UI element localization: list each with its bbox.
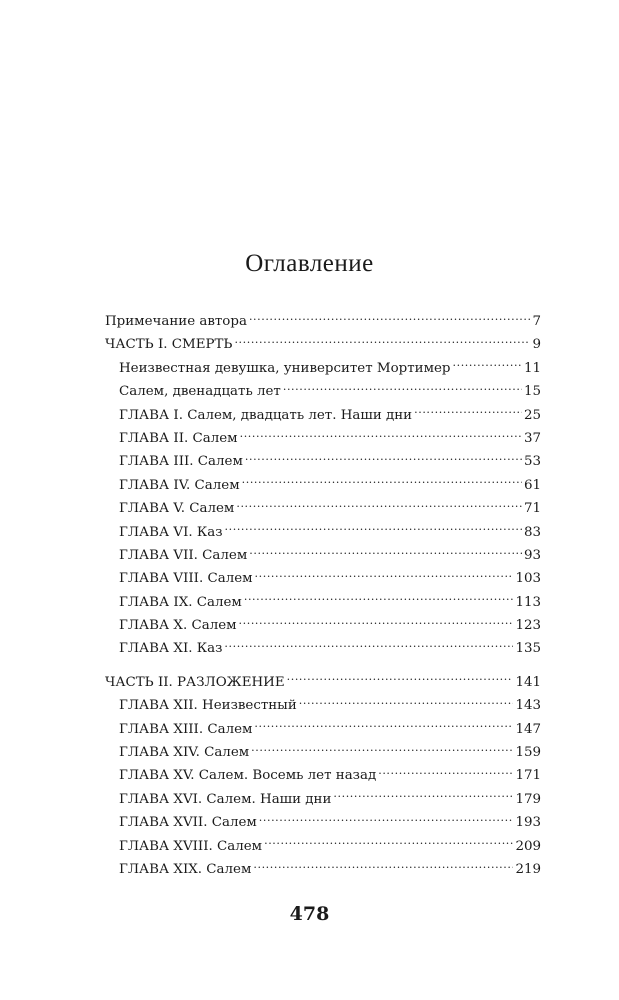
toc-entry[interactable] bbox=[105, 427, 541, 450]
toc-entry[interactable] bbox=[105, 380, 541, 403]
toc-entry[interactable] bbox=[105, 835, 541, 858]
dot-leader bbox=[224, 640, 513, 652]
entry-label: ГЛАВА III. Салем bbox=[119, 454, 243, 470]
toc-entry[interactable] bbox=[105, 333, 541, 356]
dot-leader bbox=[249, 313, 531, 325]
entry-page-number: 179 bbox=[515, 791, 541, 807]
toc-entry[interactable] bbox=[105, 567, 541, 590]
entry-page-number: 135 bbox=[515, 641, 541, 657]
toc-entry[interactable] bbox=[105, 694, 541, 717]
dot-leader bbox=[264, 838, 513, 850]
entry-page-number: 37 bbox=[523, 430, 541, 446]
entry-label: ГЛАВА XVI. Салем. Наши дни bbox=[119, 791, 332, 807]
entry-label: ГЛАВА XIX. Салем bbox=[119, 861, 252, 877]
entry-label: ГЛАВА XI. Каз bbox=[119, 641, 223, 657]
dot-leader bbox=[255, 570, 514, 582]
entry-page-number: 71 bbox=[523, 501, 541, 517]
dot-leader bbox=[283, 383, 522, 395]
dot-leader bbox=[453, 360, 522, 372]
entry-label: ГЛАВА XVII. Салем bbox=[119, 815, 257, 831]
table-of-contents bbox=[105, 310, 541, 881]
dot-leader bbox=[378, 767, 513, 779]
toc-entry[interactable] bbox=[105, 544, 541, 567]
dot-leader bbox=[234, 336, 530, 348]
entry-label: ГЛАВА I. Салем, двадцать лет. Наши дни bbox=[119, 407, 413, 423]
entry-page-number: 7 bbox=[532, 314, 541, 329]
entry-label: ГЛАВА IX. Салем bbox=[119, 594, 242, 610]
toc-entry[interactable] bbox=[105, 404, 541, 427]
dot-leader bbox=[253, 861, 513, 873]
toc-entry[interactable] bbox=[105, 811, 541, 834]
entry-page-number: 61 bbox=[523, 477, 541, 493]
entry-page-number: 123 bbox=[515, 618, 541, 634]
toc-entry[interactable] bbox=[105, 521, 541, 544]
entry-page-number: 193 bbox=[515, 815, 541, 831]
page-number: 478 bbox=[289, 903, 330, 925]
entry-page-number: 159 bbox=[515, 745, 541, 761]
entry-page-number: 25 bbox=[523, 407, 541, 423]
entry-page-number: 141 bbox=[515, 674, 541, 690]
entry-label: ГЛАВА X. Салем bbox=[119, 618, 237, 634]
toc-entry[interactable] bbox=[105, 637, 541, 660]
entry-page-number: 83 bbox=[523, 524, 541, 540]
toc-entry[interactable] bbox=[105, 497, 541, 520]
entry-page-number: 209 bbox=[515, 838, 541, 854]
entry-label: ЧАСТЬ I. СМЕРТЬ bbox=[105, 337, 233, 353]
dot-leader bbox=[251, 744, 513, 756]
dot-leader bbox=[245, 453, 522, 465]
dot-leader bbox=[242, 477, 522, 489]
entry-label: ГЛАВА XII. Неизвестный bbox=[119, 698, 297, 714]
dot-leader bbox=[240, 430, 522, 442]
dot-leader bbox=[254, 721, 513, 733]
dot-leader bbox=[244, 594, 514, 606]
entry-label: ГЛАВА V. Салем bbox=[119, 501, 235, 517]
entry-label: ГЛАВА XV. Салем. Восемь лет назад bbox=[119, 768, 377, 784]
entry-page-number: 143 bbox=[515, 698, 541, 714]
entry-page-number: 147 bbox=[515, 721, 541, 737]
entry-label: Салем, двенадцать лет bbox=[119, 384, 281, 400]
entry-page-number: 15 bbox=[523, 384, 541, 400]
dot-leader bbox=[414, 407, 522, 419]
dot-leader bbox=[236, 500, 522, 512]
dot-leader bbox=[333, 791, 513, 803]
entry-label: ГЛАВА XVIII. Салем bbox=[119, 838, 263, 854]
toc-entry[interactable] bbox=[105, 450, 541, 473]
entry-page-number: 9 bbox=[532, 337, 541, 353]
entry-page-number: 219 bbox=[515, 861, 541, 877]
toc-entry[interactable] bbox=[105, 474, 541, 497]
entry-page-number: 103 bbox=[515, 571, 541, 587]
dot-leader bbox=[225, 524, 522, 536]
entry-label: Примечание автора bbox=[105, 314, 247, 329]
entry-page-number: 171 bbox=[515, 768, 541, 784]
entry-label: ГЛАВА IV. Салем bbox=[119, 477, 240, 493]
dot-leader bbox=[287, 674, 514, 686]
entry-label: ГЛАВА VIII. Салем bbox=[119, 571, 253, 587]
entry-page-number: 53 bbox=[523, 454, 541, 470]
toc-entry[interactable] bbox=[105, 788, 541, 811]
toc-entry[interactable] bbox=[105, 741, 541, 764]
page-title: Оглавление bbox=[245, 250, 374, 277]
entry-label: ГЛАВА VI. Каз bbox=[119, 524, 223, 540]
dot-leader bbox=[299, 697, 514, 709]
toc-entry[interactable] bbox=[105, 671, 541, 694]
entry-page-number: 11 bbox=[523, 360, 541, 376]
entry-label: ЧАСТЬ II. РАЗЛОЖЕНИЕ bbox=[105, 674, 285, 690]
entry-label: ГЛАВА XIII. Салем bbox=[119, 721, 253, 737]
toc-entry[interactable] bbox=[105, 357, 541, 380]
entry-label: ГЛАВА VII. Салем bbox=[119, 547, 248, 563]
entry-label: Неизвестная девушка, университет Мортимер bbox=[119, 360, 451, 376]
dot-leader bbox=[249, 547, 522, 559]
toc-entry[interactable] bbox=[105, 718, 541, 741]
entry-page-number: 113 bbox=[515, 594, 541, 610]
toc-entry[interactable] bbox=[105, 764, 541, 787]
dot-leader bbox=[239, 617, 514, 629]
entry-label: ГЛАВА XIV. Салем bbox=[119, 745, 250, 761]
toc-entry[interactable] bbox=[105, 310, 541, 333]
toc-entry[interactable] bbox=[105, 858, 541, 881]
entry-label: ГЛАВА II. Салем bbox=[119, 430, 238, 446]
toc-entry[interactable] bbox=[105, 591, 541, 614]
toc-entry[interactable] bbox=[105, 614, 541, 637]
entry-page-number: 93 bbox=[523, 547, 541, 563]
dot-leader bbox=[259, 814, 514, 826]
